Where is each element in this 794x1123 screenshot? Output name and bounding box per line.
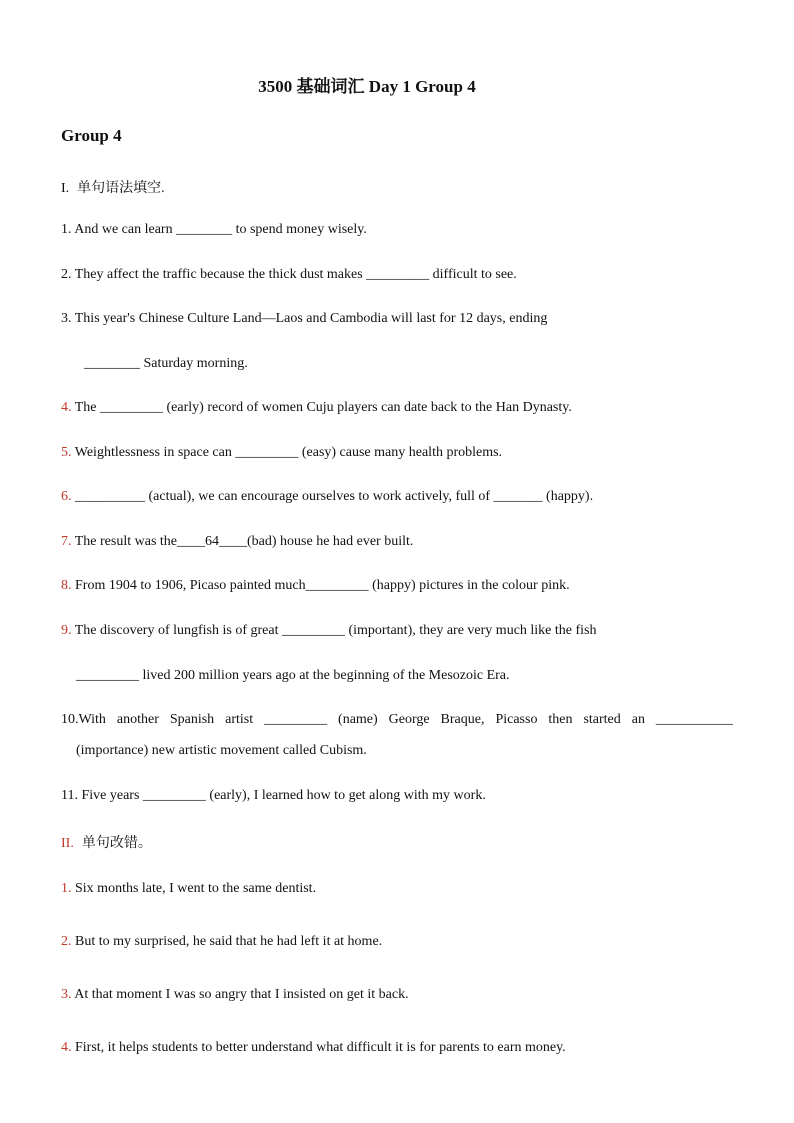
question-10-word: an xyxy=(631,712,645,727)
question-text: __________ (actual), we can encourage ourselves to work actively, full of _______ (happy). xyxy=(75,489,594,504)
question-7 xyxy=(61,534,413,550)
question-number: 10. xyxy=(61,712,79,727)
question-text: The result was the____64____(bad) house he had ever built. xyxy=(74,534,414,549)
correction-1 xyxy=(61,881,316,897)
question-number: 2. xyxy=(61,267,72,282)
question-number: 8. xyxy=(61,578,72,593)
section-2-heading xyxy=(61,832,152,852)
question-number: 2. xyxy=(61,934,72,949)
question-number: 9. xyxy=(61,623,72,638)
section-2-numeral: II. xyxy=(61,836,74,851)
question-10-continuation: (importance) new artistic movement called Cubism. xyxy=(76,743,367,758)
question-10-word: another xyxy=(116,712,159,727)
section-2-label: 单句改错。 xyxy=(81,836,152,851)
question-number: 4. xyxy=(61,1040,72,1055)
question-number: 4. xyxy=(61,400,72,415)
question-text: This year's Chinese Culture Land—Laos and Cambodia will last for 12 days, ending xyxy=(74,311,548,326)
question-number: 1. xyxy=(61,222,72,237)
question-1 xyxy=(61,222,367,238)
question-6 xyxy=(61,489,593,505)
correction-2 xyxy=(61,934,382,950)
question-10-word: then xyxy=(548,712,573,727)
group-heading: Group 4 xyxy=(61,126,122,145)
question-text: But to my surprised, he said that he had left it at home. xyxy=(75,934,383,949)
section-1-numeral: I. xyxy=(61,181,70,196)
question-4 xyxy=(61,400,572,416)
question-10-word: George xyxy=(388,712,430,727)
question-text: The _________ (early) record of women Cuju players can date back to the Han Dynasty. xyxy=(74,400,572,415)
question-9 xyxy=(61,623,597,639)
question-number: 1. xyxy=(61,881,72,896)
question-3 xyxy=(61,311,547,327)
question-text: Five years _________ (early), I learned how to get along with my work. xyxy=(81,788,486,803)
question-number: 5. xyxy=(61,445,72,460)
question-text: Weightlessness in space can _________ (easy) cause many health problems. xyxy=(74,445,503,460)
document-title: 3500 基础词汇 Day 1 Group 4 xyxy=(258,77,476,96)
question-10-word: artist xyxy=(225,712,254,727)
question-10-word: Braque, xyxy=(440,712,485,727)
question-text: First, it helps students to better understand what difficult it is for parents to earn money. xyxy=(75,1040,566,1055)
question-number: 3. xyxy=(61,987,72,1002)
question-10-word: 10.With xyxy=(61,712,106,727)
question-text: They affect the traffic because the thick dust makes _________ difficult to see. xyxy=(74,267,517,282)
question-text: And we can learn ________ to spend money wisely. xyxy=(74,222,367,237)
question-9-continuation: _________ lived 200 million years ago at the beginning of the Mesozoic Era. xyxy=(76,668,510,683)
question-number: 11. xyxy=(61,788,78,803)
question-10-word: Picasso xyxy=(495,712,538,727)
question-number: 6. xyxy=(61,489,72,504)
question-text: Six months late, I went to the same dentist. xyxy=(75,881,317,896)
question-10-word: Spanish xyxy=(169,712,215,727)
section-1-label: 单句语法填空. xyxy=(77,181,165,196)
question-2 xyxy=(61,267,517,283)
question-5 xyxy=(61,445,502,461)
question-text: At that moment I was so angry that I insisted on get it back. xyxy=(74,987,409,1002)
question-3-continuation: ________ Saturday morning. xyxy=(84,356,248,371)
correction-4 xyxy=(61,1040,566,1056)
question-8 xyxy=(61,578,570,594)
question-text: From 1904 to 1906, Picaso painted much_________ (happy) pictures in the colour pink. xyxy=(75,578,570,593)
question-number: 7. xyxy=(61,534,72,549)
question-number: 3. xyxy=(61,311,72,326)
question-10 xyxy=(61,712,733,728)
question-10-word: started xyxy=(583,712,621,727)
correction-3 xyxy=(61,987,409,1003)
question-text: The discovery of lungfish is of great _________ (important), they are very much like the fish xyxy=(74,623,597,638)
question-10-word: ___________ xyxy=(655,712,733,727)
question-11 xyxy=(61,788,486,804)
question-10-word: _________ xyxy=(264,712,328,727)
section-1-heading xyxy=(61,177,165,197)
question-10-word: (name) xyxy=(338,712,378,727)
